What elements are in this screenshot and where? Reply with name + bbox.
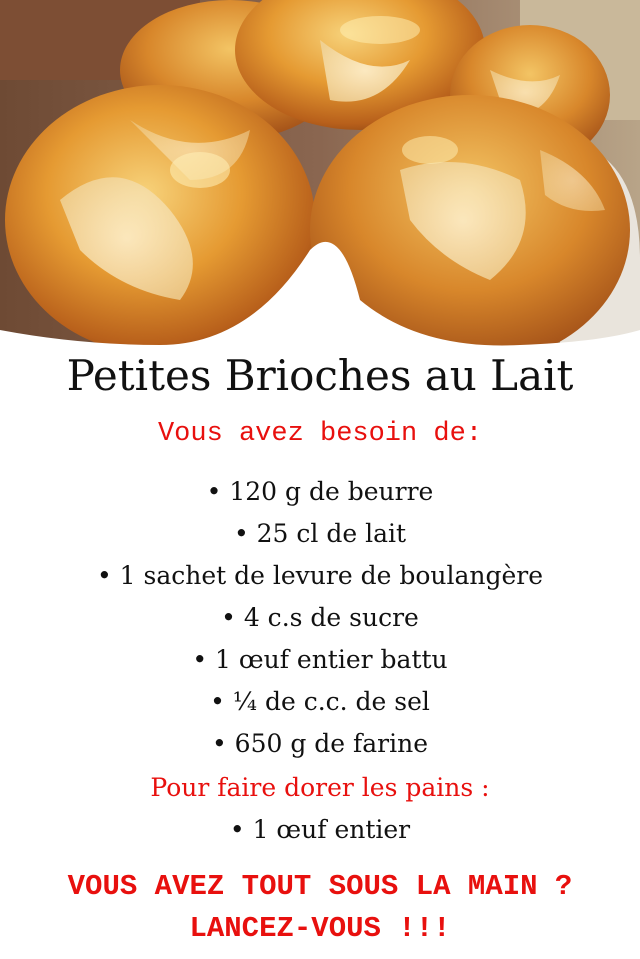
glaze-heading: Pour faire dorer les pains : [150,773,490,802]
list-item: • 120 g de beurre [206,477,434,506]
list-item: • 4 c.s de sucre [221,603,419,632]
cta-line-2: LANCEZ-VOUS !!! [189,912,451,945]
list-item: • 1 œuf entier battu [192,645,448,674]
ingredients-heading: Vous avez besoin de: [157,419,483,449]
list-item: • ¼ de c.c. de sel [210,687,430,716]
glaze-list [0,809,640,851]
list-item: • 25 cl de lait [233,519,407,548]
list-item: • 1 œuf entier [229,815,411,844]
recipe-title: Petites Brioches au Lait [66,351,574,400]
list-item: • 1 sachet de levure de boulangère [96,561,544,590]
ingredient-list [0,471,640,765]
cta-line-1: VOUS AVEZ TOUT SOUS LA MAIN ? [67,870,573,903]
list-item: • 650 g de farine [211,729,429,758]
